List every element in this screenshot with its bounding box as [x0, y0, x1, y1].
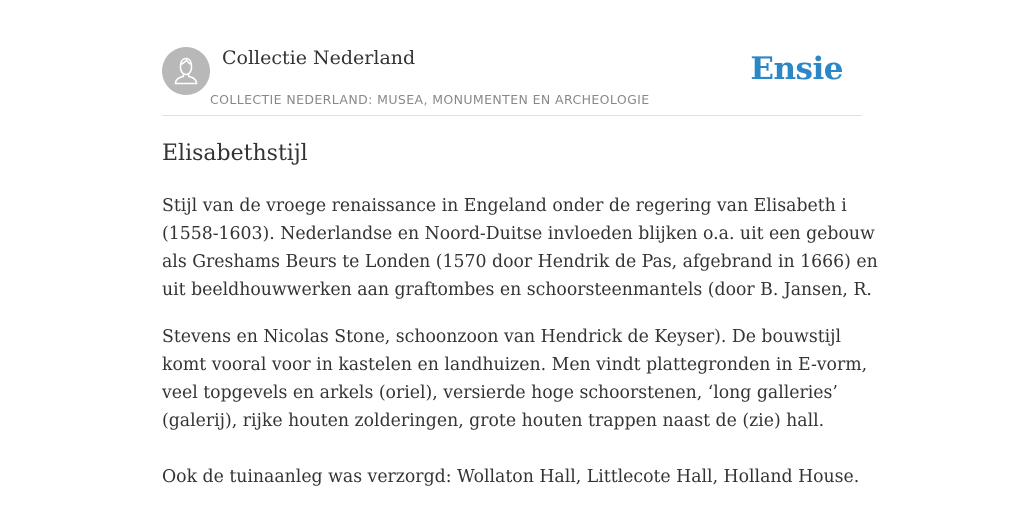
article-paragraph — [162, 192, 878, 304]
paragraph-line: (galerij), rijke houten zolderingen, grote houten trappen naast de (zie) hall. — [162, 411, 825, 431]
author-name[interactable]: Collectie Nederland — [222, 47, 416, 69]
paragraph-line: (1558-1603). Nederlandse en Noord-Duitse invloeden blijken o.a. uit een gebouw — [162, 224, 875, 244]
paragraph-line: uit beeldhouwwerken aan graftombes en schoorsteenmantels (door B. Jansen, R. — [162, 280, 872, 300]
author-avatar[interactable] — [162, 47, 210, 95]
paragraph-line: Ook de tuinaanleg was verzorgd: Wollaton Hall, Littlecote Hall, Holland House. — [162, 467, 860, 487]
paragraph-line: komt vooral voor in kastelen en landhuizen. Men vindt plattegronden in E-vorm, — [162, 355, 868, 375]
paragraph-line: Stijl van de vroege renaissance in Engeland onder de regering van Elisabeth i — [162, 196, 847, 216]
ensie-logo[interactable]: Ensie — [750, 51, 843, 87]
source-label[interactable]: COLLECTIE NEDERLAND: MUSEA, MONUMENTEN EN ARCHEOLOGIE — [210, 92, 650, 107]
user-silhouette-icon — [162, 47, 210, 95]
article-paragraph — [162, 323, 872, 435]
paragraph-line: Stevens en Nicolas Stone, schoonzoon van Hendrick de Keyser). De bouwstijl — [162, 327, 842, 347]
paragraph-line: als Greshams Beurs te Londen (1570 door Hendrik de Pas, afgebrand in 1666) en — [162, 252, 878, 272]
header-divider — [162, 115, 862, 116]
article-paragraph — [162, 463, 872, 491]
paragraph-line: veel topgevels en arkels (oriel), versierde hoge schoorstenen, ‘long galleries’ — [162, 383, 838, 403]
article-title: Elisabethstijl — [162, 141, 308, 166]
